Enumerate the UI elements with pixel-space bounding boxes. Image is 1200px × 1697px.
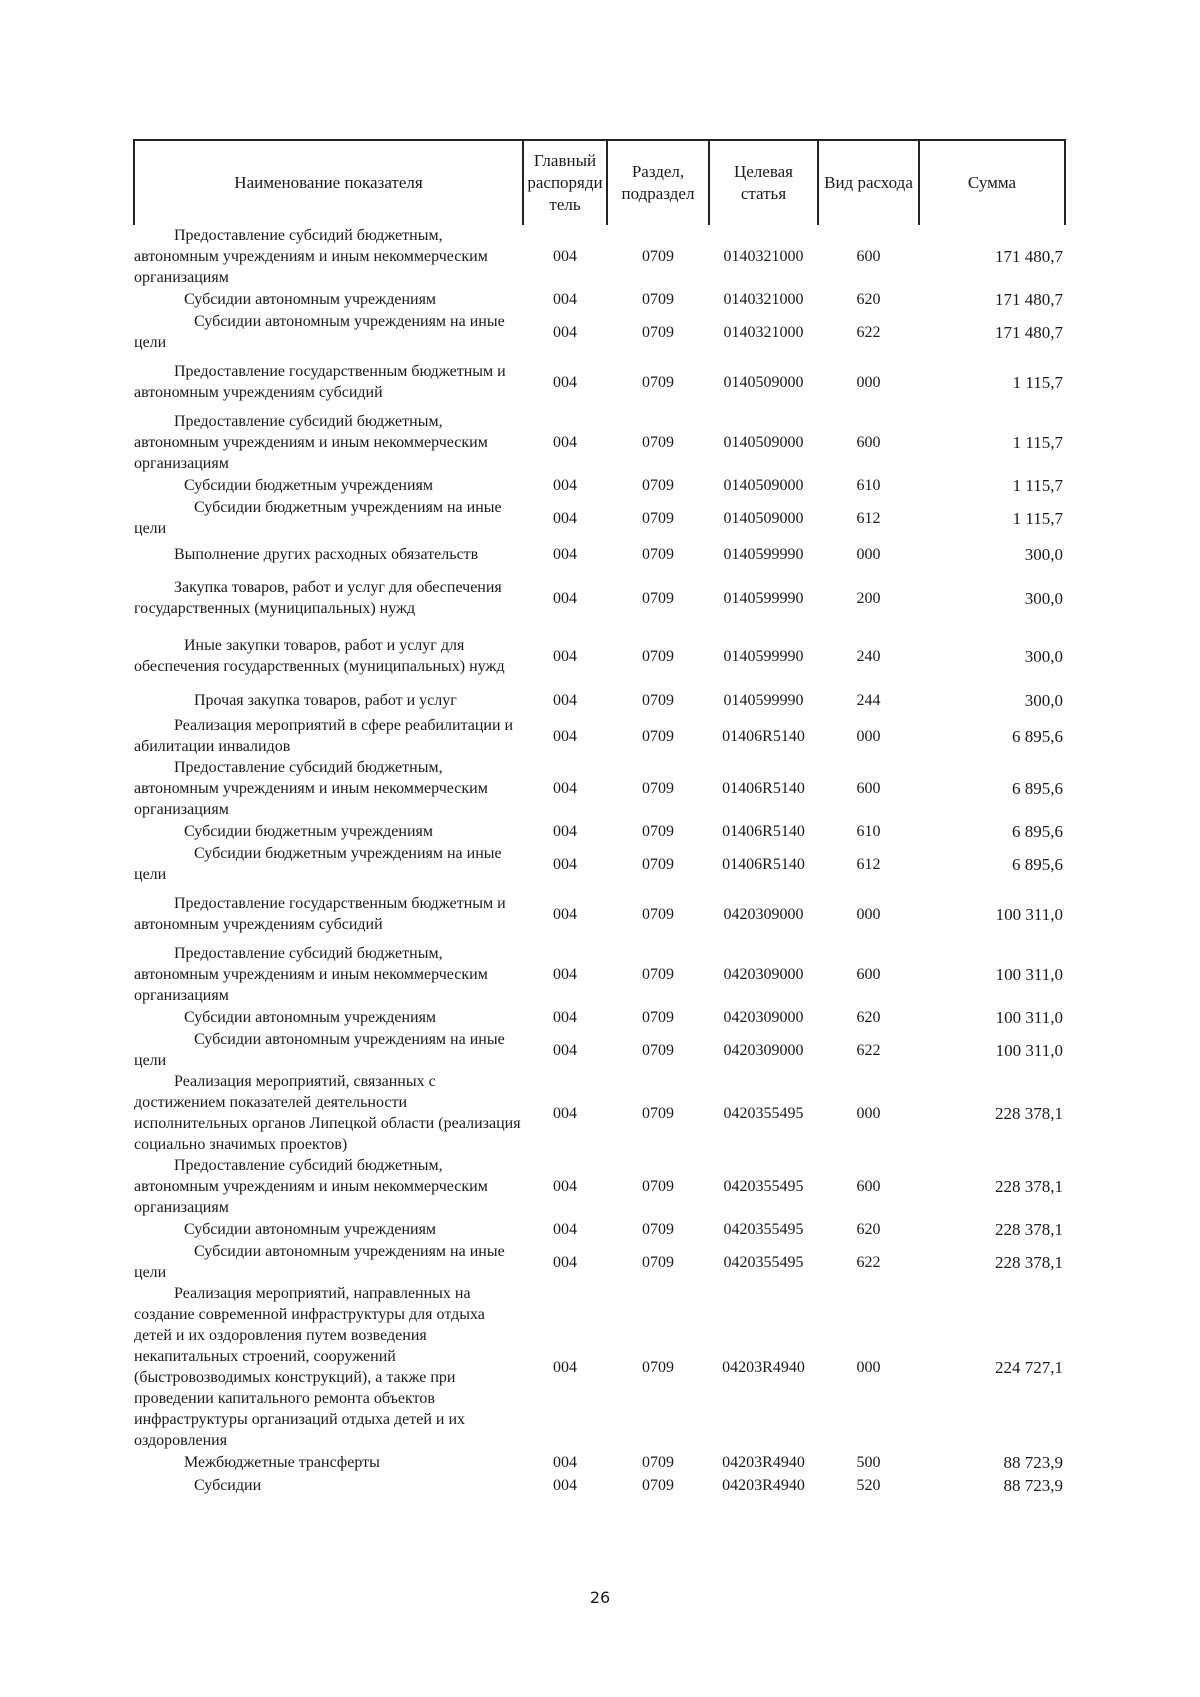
row-target: 0420309000 [723,1041,804,1059]
row-section: 0709 [642,966,674,983]
header-expense: Вид расхода [818,140,919,225]
row-expense: 610 [856,823,881,840]
row-section: 0709 [642,1358,674,1376]
row-expense: 000 [856,1104,881,1122]
row-name [134,715,523,757]
row-grbs: 004 [553,1221,577,1238]
row-name [134,820,523,843]
budget-table [133,139,1066,1497]
row-name-text: Предоставление субсидий бюджетным, автономным учреждениям и иным некоммерческим организациям [134,945,488,1004]
row-name-text: Субсидии автономным учреждениям на иные цели [134,313,505,351]
table-row [134,715,1065,757]
row-section: 0709 [642,248,674,265]
row-sum: 1 115,7 [1012,372,1063,392]
row-grbs: 004 [553,1178,577,1195]
row-expense: 200 [856,589,881,607]
row-expense: 520 [856,1477,881,1494]
row-name-text: Субсидии [194,1477,262,1494]
row-name-text: Предоставление государственным бюджетным и автономным учреждениям субсидий [134,895,506,933]
row-expense: 000 [856,1358,881,1376]
table-row [134,1029,1065,1071]
row-grbs: 004 [553,1454,577,1471]
row-grbs: 004 [553,1104,577,1122]
row-sum: 100 311,0 [995,904,1063,924]
row-section: 0709 [642,545,674,563]
row-section: 0709 [642,905,674,923]
row-target: 0420355495 [723,1178,804,1195]
row-section: 0709 [642,691,674,709]
row-section: 0709 [642,855,674,873]
row-section: 0709 [642,727,674,745]
row-section: 0709 [642,373,674,391]
row-name-text: Выполнение других расходных обязательств [174,545,479,563]
row-sum: 100 311,0 [995,1008,1063,1027]
row-grbs: 004 [553,434,577,451]
table-row [134,497,1065,539]
row-expense: 600 [856,1178,881,1195]
row-target: 0420309000 [723,905,804,923]
row-name [134,1071,523,1155]
row-name [134,353,523,411]
row-section: 0709 [642,1178,674,1195]
table-row [134,1006,1065,1029]
row-name-text: Предоставление субсидий бюджетным, автономным учреждениям и иным некоммерческим организациям [134,759,488,818]
row-sum: 1 115,7 [1012,508,1063,528]
row-expense: 000 [856,545,881,563]
row-sum: 300,0 [1024,646,1063,666]
row-grbs: 004 [553,1358,577,1376]
row-name-text: Субсидии бюджетным учреждениям на иные цели [134,499,502,537]
row-expense: 600 [856,248,881,265]
row-grbs: 004 [553,373,577,391]
row-target: 0420309000 [723,966,804,983]
row-name-text: Субсидии автономным учреждениям на иные цели [134,1243,505,1281]
row-grbs: 004 [553,1009,577,1026]
table-row [134,943,1065,1006]
table-row [134,225,1065,288]
row-sum: 6 895,6 [1012,822,1063,841]
table-header-row [134,140,1065,225]
row-name-text: Реализация мероприятий, связанных с достижением показателей деятельности исполнительных органов Липецкой области (реализация социально значимых проектов) [134,1073,521,1153]
row-expense: 620 [856,1221,881,1238]
row-target: 04203R4940 [722,1477,805,1494]
row-grbs: 004 [553,1253,577,1271]
row-section: 0709 [642,1454,674,1471]
table-row [134,627,1065,685]
row-name-text: Субсидии автономным учреждениям на иные цели [134,1031,505,1069]
row-sum: 6 895,6 [1012,726,1063,746]
row-grbs: 004 [553,291,577,308]
row-name-text: Реализация мероприятий, направленных на создание современной инфраструктуры для отдыха детей и их оздоровления путем возведения некапитальных строений, сооружений (быстровозводимых конструкций), а также при проведении капитального ремонта объектов инфраструктуры организаций отдыха детей и их оздоровления [134,1285,485,1449]
row-section: 0709 [642,1009,674,1026]
row-sum: 224 727,1 [995,1357,1063,1377]
row-sum: 228 378,1 [995,1177,1063,1196]
row-name [134,497,523,539]
table-row [134,539,1065,569]
row-target: 0140321000 [723,323,804,341]
page-number: 26 [589,1588,611,1607]
row-sum: 88 723,9 [1003,1476,1063,1495]
row-section: 0709 [642,291,674,308]
row-name [134,311,523,353]
row-grbs: 004 [553,589,577,607]
row-grbs: 004 [553,727,577,745]
row-sum: 171 480,7 [995,247,1063,266]
row-target: 04203R4940 [722,1358,805,1376]
row-name-text: Иные закупки товаров, работ и услуг для обеспечения государственных (муниципальных) нужд [134,637,505,675]
table-row [134,1283,1065,1451]
row-name [134,1451,523,1474]
row-target: 0140599990 [723,545,804,563]
row-name [134,1029,523,1071]
row-name-text: Предоставление субсидий бюджетным, автономным учреждениям и иным некоммерческим организациям [134,227,488,286]
header-section: Раздел, подраздел [607,140,709,225]
row-expense: 610 [856,477,881,494]
row-expense: 600 [856,434,881,451]
row-target: 0140321000 [723,248,804,265]
row-expense: 612 [856,509,881,527]
row-target: 0140509000 [723,477,804,494]
row-name [134,1006,523,1029]
table-row [134,820,1065,843]
row-expense: 622 [856,1041,881,1059]
row-grbs: 004 [553,545,577,563]
row-sum: 171 480,7 [995,290,1063,309]
row-sum: 300,0 [1024,690,1063,710]
table-row [134,311,1065,353]
table-row [134,1218,1065,1241]
row-name [134,288,523,311]
row-grbs: 004 [553,691,577,709]
row-name [134,943,523,1006]
row-name-text: Закупка товаров, работ и услуг для обеспечения государственных (муниципальных) нужд [134,579,502,617]
row-name [134,411,523,474]
row-expense: 244 [856,691,881,709]
row-grbs: 004 [553,905,577,923]
row-target: 0420355495 [723,1253,804,1271]
table-row [134,1155,1065,1218]
row-expense: 000 [856,727,881,745]
row-target: 01406R5140 [722,823,805,840]
table-body [134,225,1065,1497]
row-section: 0709 [642,589,674,607]
table-row [134,1241,1065,1283]
row-expense: 000 [856,373,881,391]
row-name-text: Субсидии автономным учреждениям [184,291,437,308]
row-name-text: Субсидии бюджетным учреждениям [184,823,433,840]
row-section: 0709 [642,1477,674,1494]
row-sum: 100 311,0 [995,965,1063,984]
header-sum: Сумма [919,140,1065,225]
row-name-text: Субсидии автономным учреждениям [184,1221,437,1238]
row-name [134,225,523,288]
row-grbs: 004 [553,647,577,665]
row-expense: 620 [856,1009,881,1026]
row-name-text: Межбюджетные трансферты [184,1454,380,1471]
row-sum: 1 115,7 [1012,433,1063,452]
row-target: 01406R5140 [722,780,805,797]
row-expense: 622 [856,1253,881,1271]
row-expense: 622 [856,323,881,341]
row-target: 0420355495 [723,1104,804,1122]
row-name-text: Предоставление субсидий бюджетным, автономным учреждениям и иным некоммерческим организациям [134,413,488,472]
row-name [134,685,523,715]
row-grbs: 004 [553,509,577,527]
row-name-text: Прочая закупка товаров, работ и услуг [194,691,457,709]
row-name-text: Субсидии автономным учреждениям [184,1009,437,1026]
header-name: Наименование показателя [134,140,523,225]
row-grbs: 004 [553,780,577,797]
row-grbs: 004 [553,323,577,341]
row-section: 0709 [642,323,674,341]
row-section: 0709 [642,1253,674,1271]
table-row [134,569,1065,627]
row-expense: 000 [856,905,881,923]
row-sum: 228 378,1 [995,1220,1063,1239]
row-name [134,474,523,497]
row-name [134,1474,523,1497]
row-target: 0140509000 [723,373,804,391]
row-name-text: Предоставление государственным бюджетным и автономным учреждениям субсидий [134,363,506,401]
row-name-text: Субсидии бюджетным учреждениям на иные цели [134,845,502,883]
table-row [134,1451,1065,1474]
row-section: 0709 [642,1041,674,1059]
row-expense: 600 [856,966,881,983]
row-sum: 171 480,7 [995,322,1063,342]
row-sum: 300,0 [1024,544,1063,564]
table-row [134,1071,1065,1155]
row-name [134,569,523,627]
table-row [134,843,1065,885]
row-target: 0140321000 [723,291,804,308]
row-name [134,1155,523,1218]
table-row [134,288,1065,311]
table-row [134,757,1065,820]
row-grbs: 004 [553,1041,577,1059]
row-name-text: Предоставление субсидий бюджетным, автономным учреждениям и иным некоммерческим организациям [134,1157,488,1216]
row-target: 01406R5140 [722,855,805,873]
row-sum: 88 723,9 [1003,1453,1063,1472]
row-expense: 240 [856,647,881,665]
row-grbs: 004 [553,966,577,983]
row-name [134,627,523,685]
row-target: 0420309000 [723,1009,804,1026]
header-grbs: Главный распоряди тель [523,140,607,225]
row-name [134,885,523,943]
row-name [134,539,523,569]
row-expense: 612 [856,855,881,873]
row-sum: 100 311,0 [995,1040,1063,1060]
row-sum: 1 115,7 [1012,476,1063,495]
row-name [134,757,523,820]
header-target: Целевая статья [709,140,818,225]
row-grbs: 004 [553,1477,577,1494]
row-grbs: 004 [553,823,577,840]
table-row [134,885,1065,943]
row-section: 0709 [642,509,674,527]
row-expense: 500 [856,1454,881,1471]
row-target: 0140599990 [723,647,804,665]
row-sum: 300,0 [1024,588,1063,608]
row-section: 0709 [642,823,674,840]
row-target: 0140509000 [723,434,804,451]
row-sum: 6 895,6 [1012,779,1063,798]
row-sum: 228 378,1 [995,1252,1063,1272]
row-expense: 600 [856,780,881,797]
row-target: 01406R5140 [722,727,805,745]
row-section: 0709 [642,477,674,494]
row-section: 0709 [642,647,674,665]
row-target: 0140599990 [723,691,804,709]
row-expense: 620 [856,291,881,308]
row-grbs: 004 [553,855,577,873]
row-name [134,843,523,885]
row-section: 0709 [642,780,674,797]
row-sum: 6 895,6 [1012,854,1063,874]
row-target: 0420355495 [723,1221,804,1238]
row-name [134,1283,523,1451]
table-row [134,474,1065,497]
row-section: 0709 [642,434,674,451]
row-section: 0709 [642,1221,674,1238]
row-target: 04203R4940 [722,1454,805,1471]
row-target: 0140599990 [723,589,804,607]
row-grbs: 004 [553,477,577,494]
row-target: 0140509000 [723,509,804,527]
table-row [134,1474,1065,1497]
row-grbs: 004 [553,248,577,265]
row-name [134,1218,523,1241]
table-row [134,353,1065,411]
row-section: 0709 [642,1104,674,1122]
row-sum: 228 378,1 [995,1103,1063,1123]
row-name-text: Субсидии бюджетным учреждениям [184,477,433,494]
table-row [134,411,1065,474]
table-row [134,685,1065,715]
row-name-text: Реализация мероприятий в сфере реабилитации и абилитации инвалидов [134,717,514,755]
row-name [134,1241,523,1283]
